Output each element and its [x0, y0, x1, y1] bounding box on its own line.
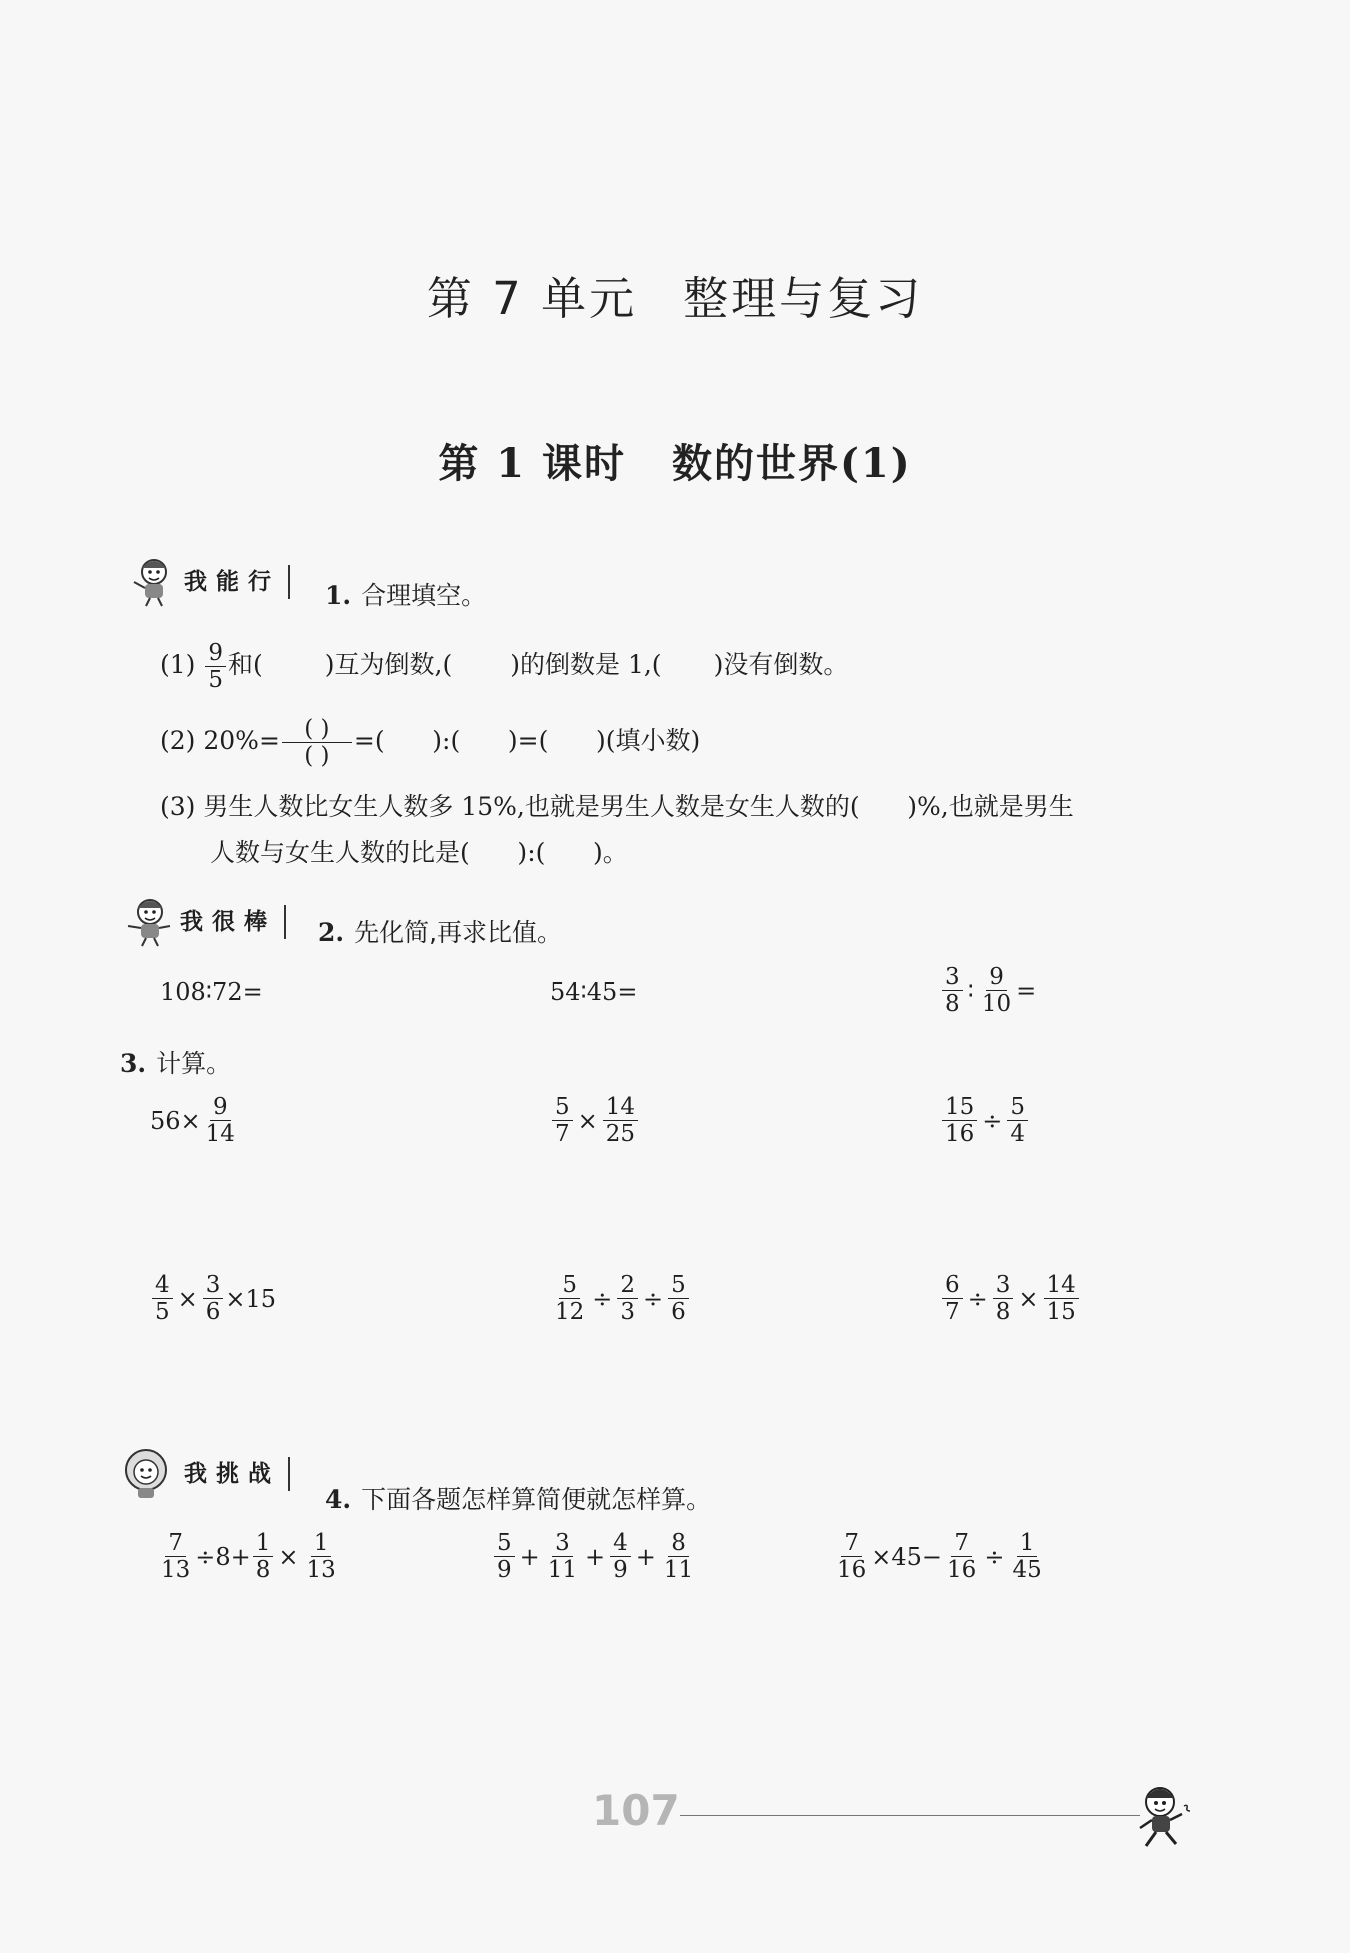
footer-rule [680, 1815, 1140, 1816]
fraction [661, 1530, 696, 1583]
numerator: 9 [986, 964, 1007, 991]
fraction [942, 964, 963, 1017]
denominator: 11 [663, 1557, 694, 1583]
q2-expression-2: 54∶45= [550, 978, 638, 1006]
numerator: 7 [951, 1530, 972, 1557]
operator: ÷ [592, 1284, 613, 1313]
text-segment: 20%= [203, 726, 280, 755]
denominator: 6 [671, 1299, 686, 1325]
question-text: 计算。 [156, 1049, 232, 1078]
text-segment: )互为倒数,( [324, 650, 453, 679]
numerator: 1 [1017, 1530, 1038, 1557]
question-text: 下面各题怎样算简便就怎样算。 [361, 1485, 712, 1514]
operator: ÷ [984, 1542, 1005, 1571]
fraction [253, 1530, 274, 1583]
operator: + [519, 1542, 540, 1571]
q1-sub-1 [160, 640, 848, 693]
numerator: 4 [152, 1272, 173, 1299]
text-segment: )的倒数是 1,( [510, 650, 662, 679]
operator: × [278, 1542, 299, 1571]
q4-expression-3 [832, 1530, 1047, 1583]
badge-can-do [128, 556, 290, 608]
denominator: 16 [947, 1557, 977, 1583]
q3-expression-3 [940, 1094, 1030, 1147]
numerator: 14 [1044, 1272, 1079, 1299]
lesson-number: 第 1 课时 [438, 440, 626, 487]
denominator: 12 [555, 1299, 585, 1325]
q1-sub-2 [160, 716, 700, 769]
numerator: 7 [165, 1530, 186, 1557]
denominator: 16 [837, 1557, 867, 1583]
text-segment: 和( [228, 650, 263, 679]
fraction [304, 1530, 339, 1583]
badge-label: 我能行 [178, 565, 290, 599]
numerator: 9 [205, 640, 226, 667]
question-text: 合理填空。 [361, 581, 487, 610]
operator: = [1016, 976, 1037, 1005]
q3-expression-2 [550, 1094, 640, 1147]
question-number: 2. [318, 918, 345, 947]
numerator: 3 [552, 1530, 573, 1557]
fraction [203, 1272, 224, 1325]
denominator: 45 [1012, 1557, 1042, 1583]
q2-expression-3 [940, 964, 1036, 1017]
question-text: 先化简,再求比值。 [354, 918, 563, 947]
numerator: 5 [668, 1272, 689, 1299]
operator: ÷ [643, 1284, 664, 1313]
numerator: 3 [203, 1272, 224, 1299]
fraction [603, 1094, 638, 1147]
denominator: 8 [945, 991, 960, 1017]
q4-expression-1 [156, 1530, 341, 1583]
fraction [552, 1272, 587, 1325]
cartoon-kid-icon [124, 896, 172, 948]
denominator: 15 [1046, 1299, 1076, 1325]
fraction [552, 1094, 573, 1147]
blank-fraction [282, 716, 352, 769]
numerator-blank: ( ) [282, 716, 352, 743]
fraction [668, 1272, 689, 1325]
denominator: 13 [306, 1557, 336, 1583]
fraction [610, 1530, 631, 1583]
denominator: 25 [605, 1121, 636, 1147]
fraction [203, 1094, 238, 1147]
fraction [993, 1272, 1014, 1325]
denominator: 5 [208, 667, 224, 693]
fraction [1007, 1094, 1028, 1147]
denominator: 11 [547, 1557, 578, 1583]
operator: ÷ [982, 1106, 1003, 1135]
text-segment: 56× [150, 1106, 201, 1135]
denominator: 9 [613, 1557, 628, 1583]
fraction [1009, 1530, 1044, 1583]
cartoon-kid-icon [118, 1446, 176, 1502]
badge-great [124, 896, 286, 948]
fraction [942, 1094, 977, 1147]
numerator: 6 [942, 1272, 963, 1299]
denominator: 14 [205, 1121, 235, 1147]
unit-title [0, 262, 1350, 327]
denominator-blank: ( ) [304, 743, 330, 769]
operator: ∶ [967, 976, 974, 1005]
operator: ÷ [967, 1284, 988, 1313]
question-number: 3. [120, 1049, 147, 1078]
question-4-heading [325, 1480, 711, 1516]
text-segment: ×15 [225, 1284, 277, 1313]
sub-label: (2) [160, 726, 196, 755]
denominator: 13 [161, 1557, 191, 1583]
page-number: 107 [592, 1786, 680, 1835]
denominator: 3 [620, 1299, 636, 1325]
question-number: 4. [325, 1485, 352, 1514]
numerator: 3 [993, 1272, 1014, 1299]
q3-expression-1 [150, 1094, 240, 1147]
fraction [617, 1272, 638, 1325]
fraction [944, 1530, 979, 1583]
numerator: 3 [942, 964, 963, 991]
lesson-title [0, 432, 1350, 489]
fraction [205, 640, 226, 693]
text-segment: =( ):( )=( )(填小数) [353, 726, 701, 755]
q2-expression-1: 108∶72= [160, 978, 263, 1006]
numerator: 2 [617, 1272, 638, 1299]
fraction [494, 1530, 515, 1583]
q3-expression-6 [940, 1272, 1081, 1325]
q1-sub-3-line-1: (3) 男生人数比女生人数多 15%,也就是男生人数是女生人数的( )%,也就是男生 [160, 792, 1074, 821]
question-2-heading [318, 913, 562, 949]
fraction [158, 1530, 193, 1583]
question-3-heading [120, 1044, 231, 1080]
cartoon-kid-icon [128, 556, 176, 608]
running-kid-icon [1130, 1782, 1198, 1854]
operator: + [585, 1542, 606, 1571]
operator: × [177, 1284, 198, 1313]
denominator: 5 [155, 1299, 170, 1325]
q4-expression-2 [492, 1530, 698, 1583]
numerator: 5 [552, 1094, 573, 1121]
numerator: 1 [311, 1530, 332, 1557]
fraction [1044, 1272, 1079, 1325]
fraction [834, 1530, 869, 1583]
sub-label: (1) [160, 650, 196, 679]
denominator: 6 [205, 1299, 221, 1325]
text-segment: ÷8+ [195, 1542, 251, 1571]
denominator: 8 [995, 1299, 1011, 1325]
denominator: 7 [945, 1299, 960, 1325]
unit-name: 整理与复习 [683, 272, 924, 325]
numerator: 5 [1007, 1094, 1028, 1121]
numerator: 5 [559, 1272, 580, 1299]
numerator: 1 [253, 1530, 274, 1557]
badge-label: 我很棒 [174, 905, 286, 939]
badge-challenge [118, 1446, 290, 1502]
question-number: 1. [325, 581, 352, 610]
numerator: 7 [841, 1530, 862, 1557]
q3-expression-5 [550, 1272, 691, 1325]
badge-label: 我挑战 [178, 1457, 290, 1491]
operator: × [1018, 1284, 1039, 1313]
numerator: 8 [668, 1530, 689, 1557]
q1-sub-3-line-2: 人数与女生人数的比是( ):( )。 [210, 838, 628, 867]
numerator: 9 [210, 1094, 231, 1121]
denominator: 8 [255, 1557, 271, 1583]
lesson-name: 数的世界(1) [672, 440, 912, 487]
numerator: 15 [942, 1094, 977, 1121]
q3-expression-4 [150, 1272, 276, 1325]
denominator: 16 [945, 1121, 975, 1147]
fraction [979, 964, 1014, 1017]
numerator: 4 [610, 1530, 631, 1557]
numerator: 5 [494, 1530, 515, 1557]
numerator: 14 [603, 1094, 638, 1121]
operator: × [577, 1106, 598, 1135]
question-1-heading [325, 576, 486, 612]
denominator: 7 [555, 1121, 570, 1147]
unit-number: 第 7 单元 [426, 272, 638, 325]
fraction [942, 1272, 963, 1325]
fraction [152, 1272, 173, 1325]
text-segment: ×45− [871, 1542, 943, 1571]
denominator: 10 [981, 991, 1012, 1017]
fraction [545, 1530, 580, 1583]
denominator: 4 [1010, 1121, 1026, 1147]
denominator: 9 [497, 1557, 512, 1583]
text-segment: )没有倒数。 [713, 650, 849, 679]
operator: + [635, 1542, 656, 1571]
